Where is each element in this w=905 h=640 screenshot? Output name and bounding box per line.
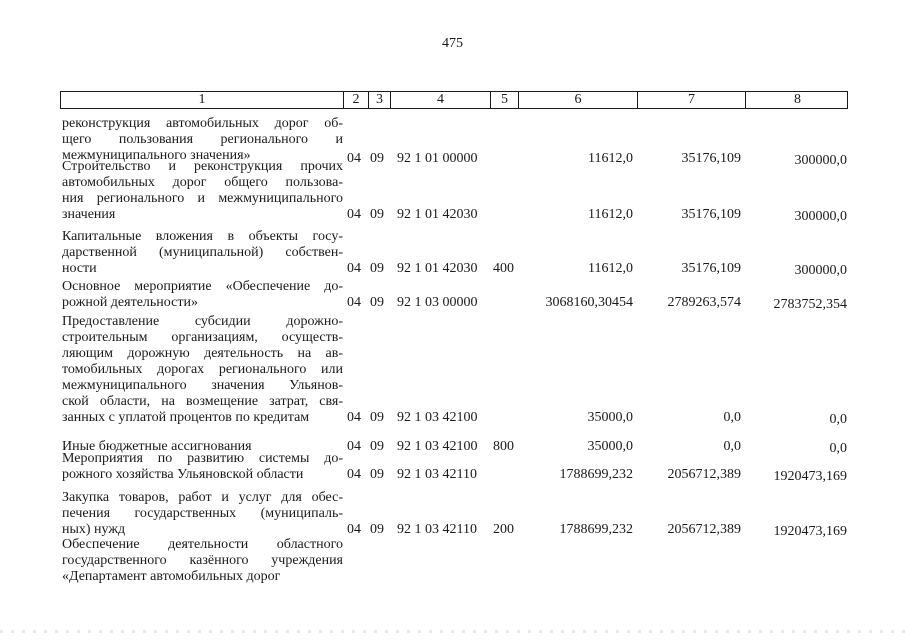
amount-col-8: 300000,0 (794, 263, 847, 278)
row-description-line: Обеспечение деятельности областного (62, 537, 343, 552)
row-description-line: занных с уплатой процентов по кредитам (62, 410, 310, 425)
section-code: 04 (347, 261, 361, 276)
amount-col-7: 0,0 (723, 410, 741, 425)
row-description-line: автомобильных дорог общего пользова- (62, 175, 343, 190)
row-description-line: щего пользования регионального и (62, 132, 343, 147)
expense-type-code: 400 (493, 261, 514, 276)
target-article-code: 92 1 03 42100 (397, 439, 478, 454)
page-number: 475 (442, 36, 463, 51)
header-col-1: 1 (61, 92, 344, 108)
amount-col-7: 2789263,574 (667, 295, 741, 310)
subsection-code: 09 (370, 207, 384, 222)
section-code: 04 (347, 522, 361, 537)
amount-col-7: 35176,109 (681, 261, 741, 276)
row-description-line: ляющим дорожную деятельность на ав- (62, 346, 343, 361)
row-description-line: Основное мероприятие «Обеспечение до- (62, 279, 343, 294)
header-col-6: 6 (519, 92, 638, 108)
amount-col-6: 35000,0 (587, 410, 633, 425)
amount-col-6: 3068160,30454 (545, 295, 633, 310)
amount-col-6: 1788699,232 (559, 522, 633, 537)
header-col-2: 2 (344, 92, 369, 108)
row-description-line: государственного казённого учреждения (62, 553, 343, 568)
section-code: 04 (347, 467, 361, 482)
header-col-4: 4 (391, 92, 491, 108)
subsection-code: 09 (370, 522, 384, 537)
row-description-line: рожного хозяйства Ульяновской области (62, 467, 304, 482)
subsection-code: 09 (370, 295, 384, 310)
row-description-line: дарственной (муниципальной) собствен- (62, 245, 343, 260)
header-col-3: 3 (369, 92, 391, 108)
amount-col-7: 2056712,389 (667, 467, 741, 482)
amount-col-8: 1920473,169 (773, 469, 847, 484)
row-description-line: Мероприятия по развитию системы до- (62, 451, 343, 466)
row-description-line: реконструкция автомобильных дорог об- (62, 116, 343, 131)
amount-col-8: 0,0 (829, 441, 847, 456)
header-col-8: 8 (794, 92, 801, 107)
subsection-code: 09 (370, 467, 384, 482)
subsection-code: 09 (370, 261, 384, 276)
amount-col-8: 1920473,169 (773, 524, 847, 539)
subsection-code: 09 (370, 439, 384, 454)
amount-col-6: 11612,0 (588, 207, 633, 222)
amount-col-6: 11612,0 (588, 261, 633, 276)
expense-type-code: 200 (493, 522, 514, 537)
row-description-line: межмуниципального значения Ульянов- (62, 378, 343, 393)
target-article-code: 92 1 03 42100 (397, 410, 478, 425)
row-description-line: Строительство и реконструкция прочих (62, 159, 343, 174)
target-article-code: 92 1 03 00000 (397, 295, 478, 310)
row-description-line: ных) нужд (62, 522, 126, 537)
row-description-line: ности (62, 261, 97, 276)
scan-noise (0, 630, 905, 633)
target-article-code: 92 1 01 42030 (397, 261, 478, 276)
row-description-line: «Департамент автомобильных дорог (62, 569, 281, 584)
amount-col-6: 1788699,232 (559, 467, 633, 482)
amount-col-8: 300000,0 (794, 153, 847, 168)
subsection-code: 09 (370, 410, 384, 425)
row-description-line: Предоставление субсидии дорожно- (62, 314, 343, 329)
expense-type-code: 800 (493, 439, 514, 454)
amount-col-7: 0,0 (723, 439, 741, 454)
section-code: 04 (347, 207, 361, 222)
table-header-row (60, 91, 848, 109)
amount-col-6: 11612,0 (588, 151, 633, 166)
target-article-code: 92 1 01 42030 (397, 207, 478, 222)
target-article-code: 92 1 01 00000 (397, 151, 478, 166)
section-code: 04 (347, 410, 361, 425)
header-col-7: 7 (638, 92, 746, 108)
row-description-line: Закупка товаров, работ и услуг для обес- (62, 490, 343, 505)
amount-col-8: 300000,0 (794, 209, 847, 224)
row-description-line: ской области, на возмещение затрат, свя- (62, 394, 343, 409)
row-description-line: межмуниципального значения» (62, 148, 251, 163)
row-description-line: печения государственных (муниципаль- (62, 506, 343, 521)
amount-col-6: 35000,0 (587, 439, 633, 454)
amount-col-8: 2783752,354 (773, 297, 847, 312)
row-description-line: томобильных дорогах регионального или (62, 362, 343, 377)
row-description-line: Иные бюджетные ассигнования (62, 439, 252, 454)
amount-col-7: 35176,109 (681, 151, 741, 166)
amount-col-7: 35176,109 (681, 207, 741, 222)
section-code: 04 (347, 151, 361, 166)
row-description-line: Капитальные вложения в объекты госу- (62, 229, 343, 244)
amount-col-8: 0,0 (829, 412, 847, 427)
amount-col-7: 2056712,389 (667, 522, 741, 537)
header-col-5: 5 (491, 92, 519, 108)
row-description-line: ния регионального и межмуниципального (62, 191, 343, 206)
row-description-line: строительным организациям, осуществ- (62, 330, 343, 345)
target-article-code: 92 1 03 42110 (397, 467, 477, 482)
subsection-code: 09 (370, 151, 384, 166)
target-article-code: 92 1 03 42110 (397, 522, 477, 537)
row-description-line: рожной деятельности» (62, 295, 198, 310)
section-code: 04 (347, 295, 361, 310)
row-description-line: значения (62, 207, 116, 222)
section-code: 04 (347, 439, 361, 454)
